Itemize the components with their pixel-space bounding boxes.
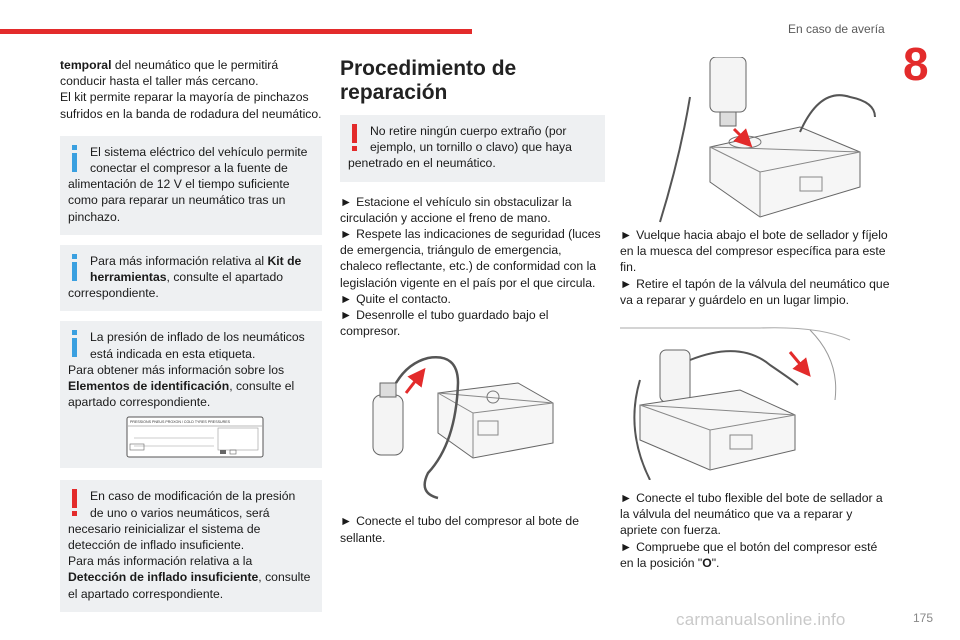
label-title: PRESSIONS PNEUS PROXON / COLD TYRES PRESSURES [130, 420, 230, 425]
info-icon [68, 254, 82, 282]
section-heading: Procedimiento de reparación [340, 57, 517, 104]
compressor-sealant-illustration [368, 353, 568, 503]
column-1 [60, 57, 322, 612]
page-number: 175 [913, 611, 934, 625]
intro-paragraph-2: El kit permite reparar la mayoría de pinchazos sufridos en la banda de rodadura del neumático. [60, 90, 322, 121]
intro-paragraph: temporal del neumático que le permitirá conducir hasta el taller más cercano. [60, 58, 279, 89]
header-red-bar [0, 29, 472, 34]
tyre-pressure-label-image [126, 416, 264, 458]
step-connect-valve: ► Conecte el tubo flexible del bote de sellador a la válvula del neumático que va a reparar y apriete con fuerza. [620, 491, 883, 538]
info-box-power: El sistema eléctrico del vehículo permite conectar el compresor a la fuente de alimentación de 12 V el tiempo suficiente como para reparar un neumático tras un pinchazo. [60, 136, 322, 235]
step-unroll-tube: ► Desenrolle el tubo guardado bajo el compresor. [340, 308, 549, 339]
warning-box-reinit: En caso de modificación de la presión de uno o varios neumáticos, será necesario reinicializar el sistema de detección de inflado insuficiente. Para más información relativa a la Detección de inflado insuficiente, consulte el apartado correspondiente. [60, 480, 322, 611]
step-remove-cap: ► Retire el tapón de la válvula del neumático que va a reparar y guárdelo en un lugar limpio. [620, 276, 890, 307]
info-icon [68, 330, 82, 358]
column-3 [620, 57, 890, 571]
step-check-button: ► Compruebe que el botón del compresor esté en la posición "O". [620, 539, 878, 570]
info-box-pressure: La presión de inflado de los neumáticos está indicada en esta etiqueta. Para obtener más información sobre los Elementos de identificación, consulte el apartado correspondiente. PRESSIONS PNEUS PROXON / COLD TYRES PRESSURES [60, 321, 322, 468]
warning-icon [348, 124, 362, 152]
watermark: carmanualsonline.info [676, 610, 846, 629]
step-mount-bottle: ► Vuelque hacia abajo el bote de sellador y fíjelo en la muesca del compresor específica para este fin. [620, 228, 888, 275]
info-icon [68, 145, 82, 173]
hose-to-valve-illustration [620, 320, 885, 480]
step-ignition-off: ► Quite el contacto. [340, 291, 451, 306]
bottle-mounted-illustration [650, 57, 880, 227]
chapter-number: 8 [903, 38, 929, 90]
step-safety: ► Respete las indicaciones de seguridad (luces de emergencia, triángulo de emergencia, chaleco reflectante, etc.) de conformidad con la legislación vigente en el país por el que circula. [340, 227, 601, 290]
info-box-tools: Para más información relativa al Kit de herramientas, consulte el apartado correspondiente. [60, 245, 322, 312]
step-park: ► Estacione el vehículo sin obstaculizar la circulación y accione el freno de mano. [340, 194, 572, 225]
column-2 [340, 57, 605, 546]
warning-box-foreign-object: No retire ningún cuerpo extraño (por ejemplo, un tornillo o clavo) que haya penetrado en el neumático. [340, 115, 605, 182]
step-connect-tube: ► Conecte el tubo del compresor al bote de sellante. [340, 514, 579, 545]
warning-icon [68, 489, 82, 517]
section-title: En caso de avería [788, 22, 885, 36]
